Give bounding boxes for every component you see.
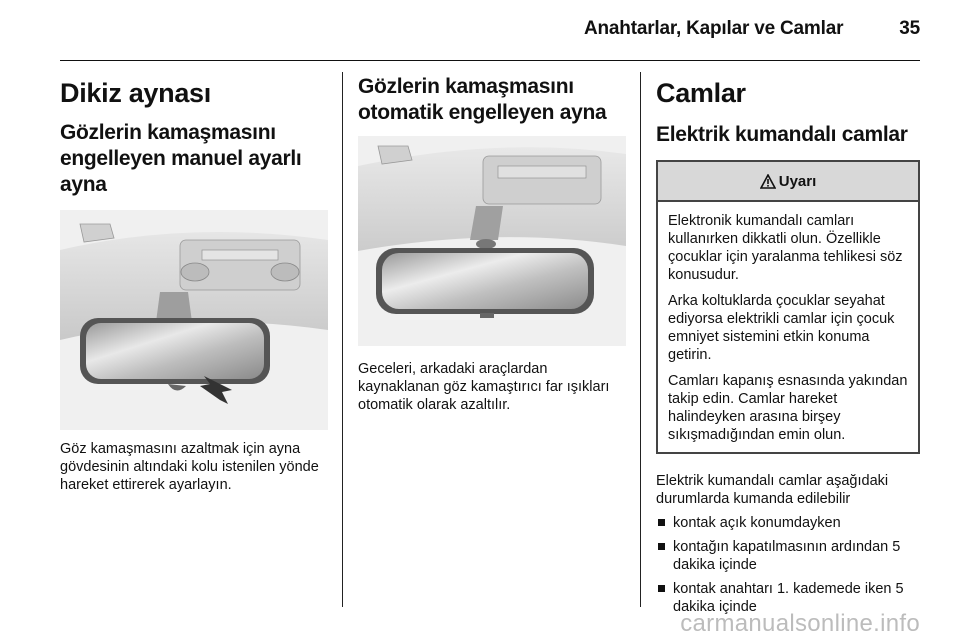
warning-box xyxy=(656,160,920,454)
subsection-title-manual-mirror: Gözlerin kamaşmasını engelleyen manuel ayarlı ayna xyxy=(60,121,302,196)
manual-mirror-paragraph: Göz kamaşmasını azaltmak için ayna gövdesinin altındaki kolu istenilen yönde hareket ettirerek ayarlayın. xyxy=(60,441,319,493)
warning-label: Uyarı xyxy=(778,172,817,190)
warning-body xyxy=(658,202,918,452)
subsection-title-power-windows: Elektrik kumandalı camlar xyxy=(656,123,908,146)
warning-paragraph: Arka koltuklarda çocuklar seyahat ediyorsa elektrikli camlar için çocuk emniyet sistemini etkin konuma getirin. xyxy=(668,293,895,363)
right-column xyxy=(656,70,920,622)
power-windows-intro: Elektrik kumandalı camlar aşağıdaki durumlarda kumanda edilebilir xyxy=(656,473,889,507)
header-divider xyxy=(60,60,920,61)
automatic-mirror-paragraph: Geceleri, arkadaki araçlardan kaynaklanan göz kamaştırıcı far ışıkları otomatik olarak azaltılır. xyxy=(358,361,610,413)
manual-mirror-illustration xyxy=(60,210,328,430)
section-title-rearview-mirror: Dikiz aynası xyxy=(60,78,211,108)
watermark: carmanualsonline.info xyxy=(680,610,920,637)
page-header xyxy=(60,18,920,46)
conditions-list xyxy=(656,514,920,616)
middle-column xyxy=(358,70,626,414)
column-divider-1 xyxy=(342,72,343,607)
warning-header xyxy=(658,162,918,202)
warning-paragraph: Camları kapanış esnasında yakından takip edin. Camlar hareket halindeyken arasına birşey sıkışmadığından emin olun. xyxy=(668,373,908,443)
warning-triangle-icon xyxy=(760,174,776,189)
warning-paragraph: Elektronik kumandalı camları kullanırken dikkatli olun. Özellikle çocuklar için yaralanma tehlikesi söz konusudur. xyxy=(668,213,903,283)
list-item xyxy=(656,514,920,532)
square-bullet xyxy=(658,585,665,592)
column-divider-2 xyxy=(640,72,641,607)
square-bullet xyxy=(658,519,665,526)
automatic-mirror-illustration xyxy=(358,136,626,346)
subsection-title-automatic-mirror: Gözlerin kamaşmasını otomatik engelleyen ayna xyxy=(358,75,607,124)
list-item xyxy=(656,538,920,574)
list-item-text: kontak anahtarı 1. kademede iken 5 dakika içinde xyxy=(673,581,904,615)
left-column xyxy=(60,70,328,494)
section-title-windows: Camlar xyxy=(656,78,746,108)
square-bullet xyxy=(658,543,665,550)
page-number: 35 xyxy=(899,18,920,39)
chapter-title: Anahtarlar, Kapılar ve Camlar xyxy=(584,18,844,39)
list-item-text: kontağın kapatılmasının ardından 5 dakika içinde xyxy=(673,539,901,573)
list-item-text: kontak açık konumdayken xyxy=(673,515,841,531)
